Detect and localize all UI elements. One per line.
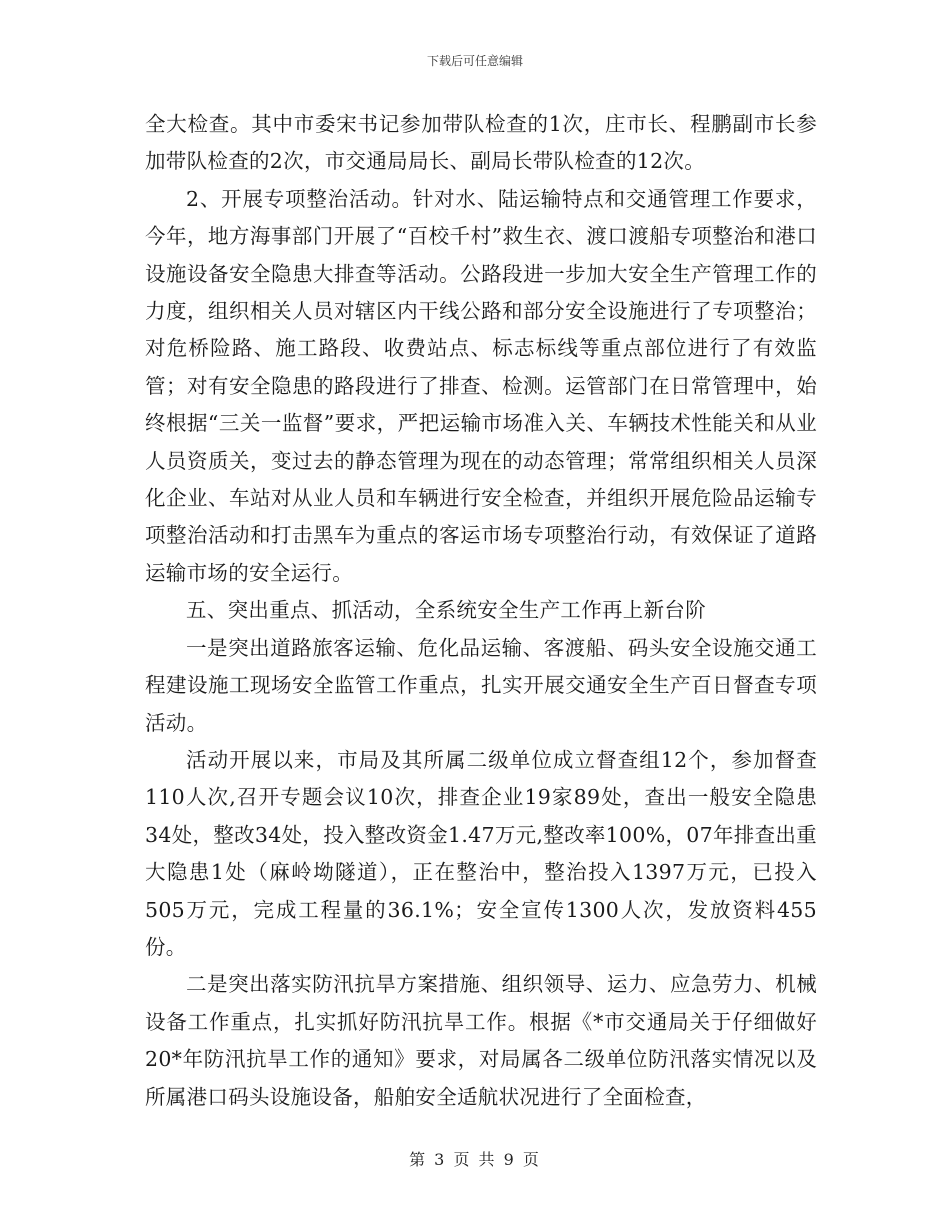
paragraph-special-rectification: 2、开展专项整治活动。针对水、陆运输特点和交通管理工作要求，今年，地方海事部门开展了“百校千村”救生衣、渡口渡船专项整治和港口设施设备安全隐患大排查等活动。公路段进一步加大安全生产管理工作的力度，组织相关人员对辖区内干线公路和部分安全设施进行了专项整治；对危桥险路、施工路段、收费站点、标志标线等重点部位进行了有效监管；对有安全隐患的路段进行了排查、检测。运管部门在日常管理中，始终根据“三关一监督”要求，严把运输市场准入关、车辆技术性能关和从业人员资质关，变过去的静态管理为现在的动态管理；常常组织相关人员深化企业、车站对从业人员和车辆进行安全检查，并组织开展危险品运输专项整治活动和打击黑车为重点的客运市场专项整治行动，有效保证了道路运输市场的安全运行。: [145, 186, 817, 585]
paragraph-point-two: 二是突出落实防汛抗旱方案措施、组织领导、运力、应急劳力、机械设备工作重点，扎实抓好防汛抗旱工作。根据《*市交通局关于仔细做好20*年防汛抗旱工作的通知》要求，对局属各二级单位防汛落实情况以及所属港口码头设施设备，船舶安全适航状况进行了全面检查，: [145, 972, 817, 1109]
paragraph-activity-results: 活动开展以来，市局及其所属二级单位成立督查组12个，参加督查110人次,召开专题会议10次，排查企业19家89处，查出一般安全隐患34处，整改34处，投入整改资金1.47万元,整改率100%，07年排查出重大隐患1处（麻岭坳隧道），正在整治中，整治投入1397万元，已投入505万元，完成工程量的36.1%；安全宣传1300人次，发放资料455份。: [145, 747, 817, 959]
paragraph-continued: 全大检查。其中市委宋书记参加带队检查的1次，庄市长、程鹏副市长参加带队检查的2次，市交通局局长、副局长带队检查的12次。: [145, 112, 817, 174]
page-number: 第 3 页 共 9 页: [409, 1150, 541, 1169]
document-body: [145, 106, 817, 1116]
paragraph-point-one: 一是突出道路旅客运输、危化品运输、客渡船、码头安全设施交通工程建设施工现场安全监管工作重点，扎实开展交通安全生产百日督查专项活动。: [145, 635, 817, 735]
section-heading-five: 五、突出重点、抓活动，全系统安全生产工作再上新台阶: [186, 598, 706, 623]
header-note: 下载后可任意编辑: [426, 54, 523, 68]
